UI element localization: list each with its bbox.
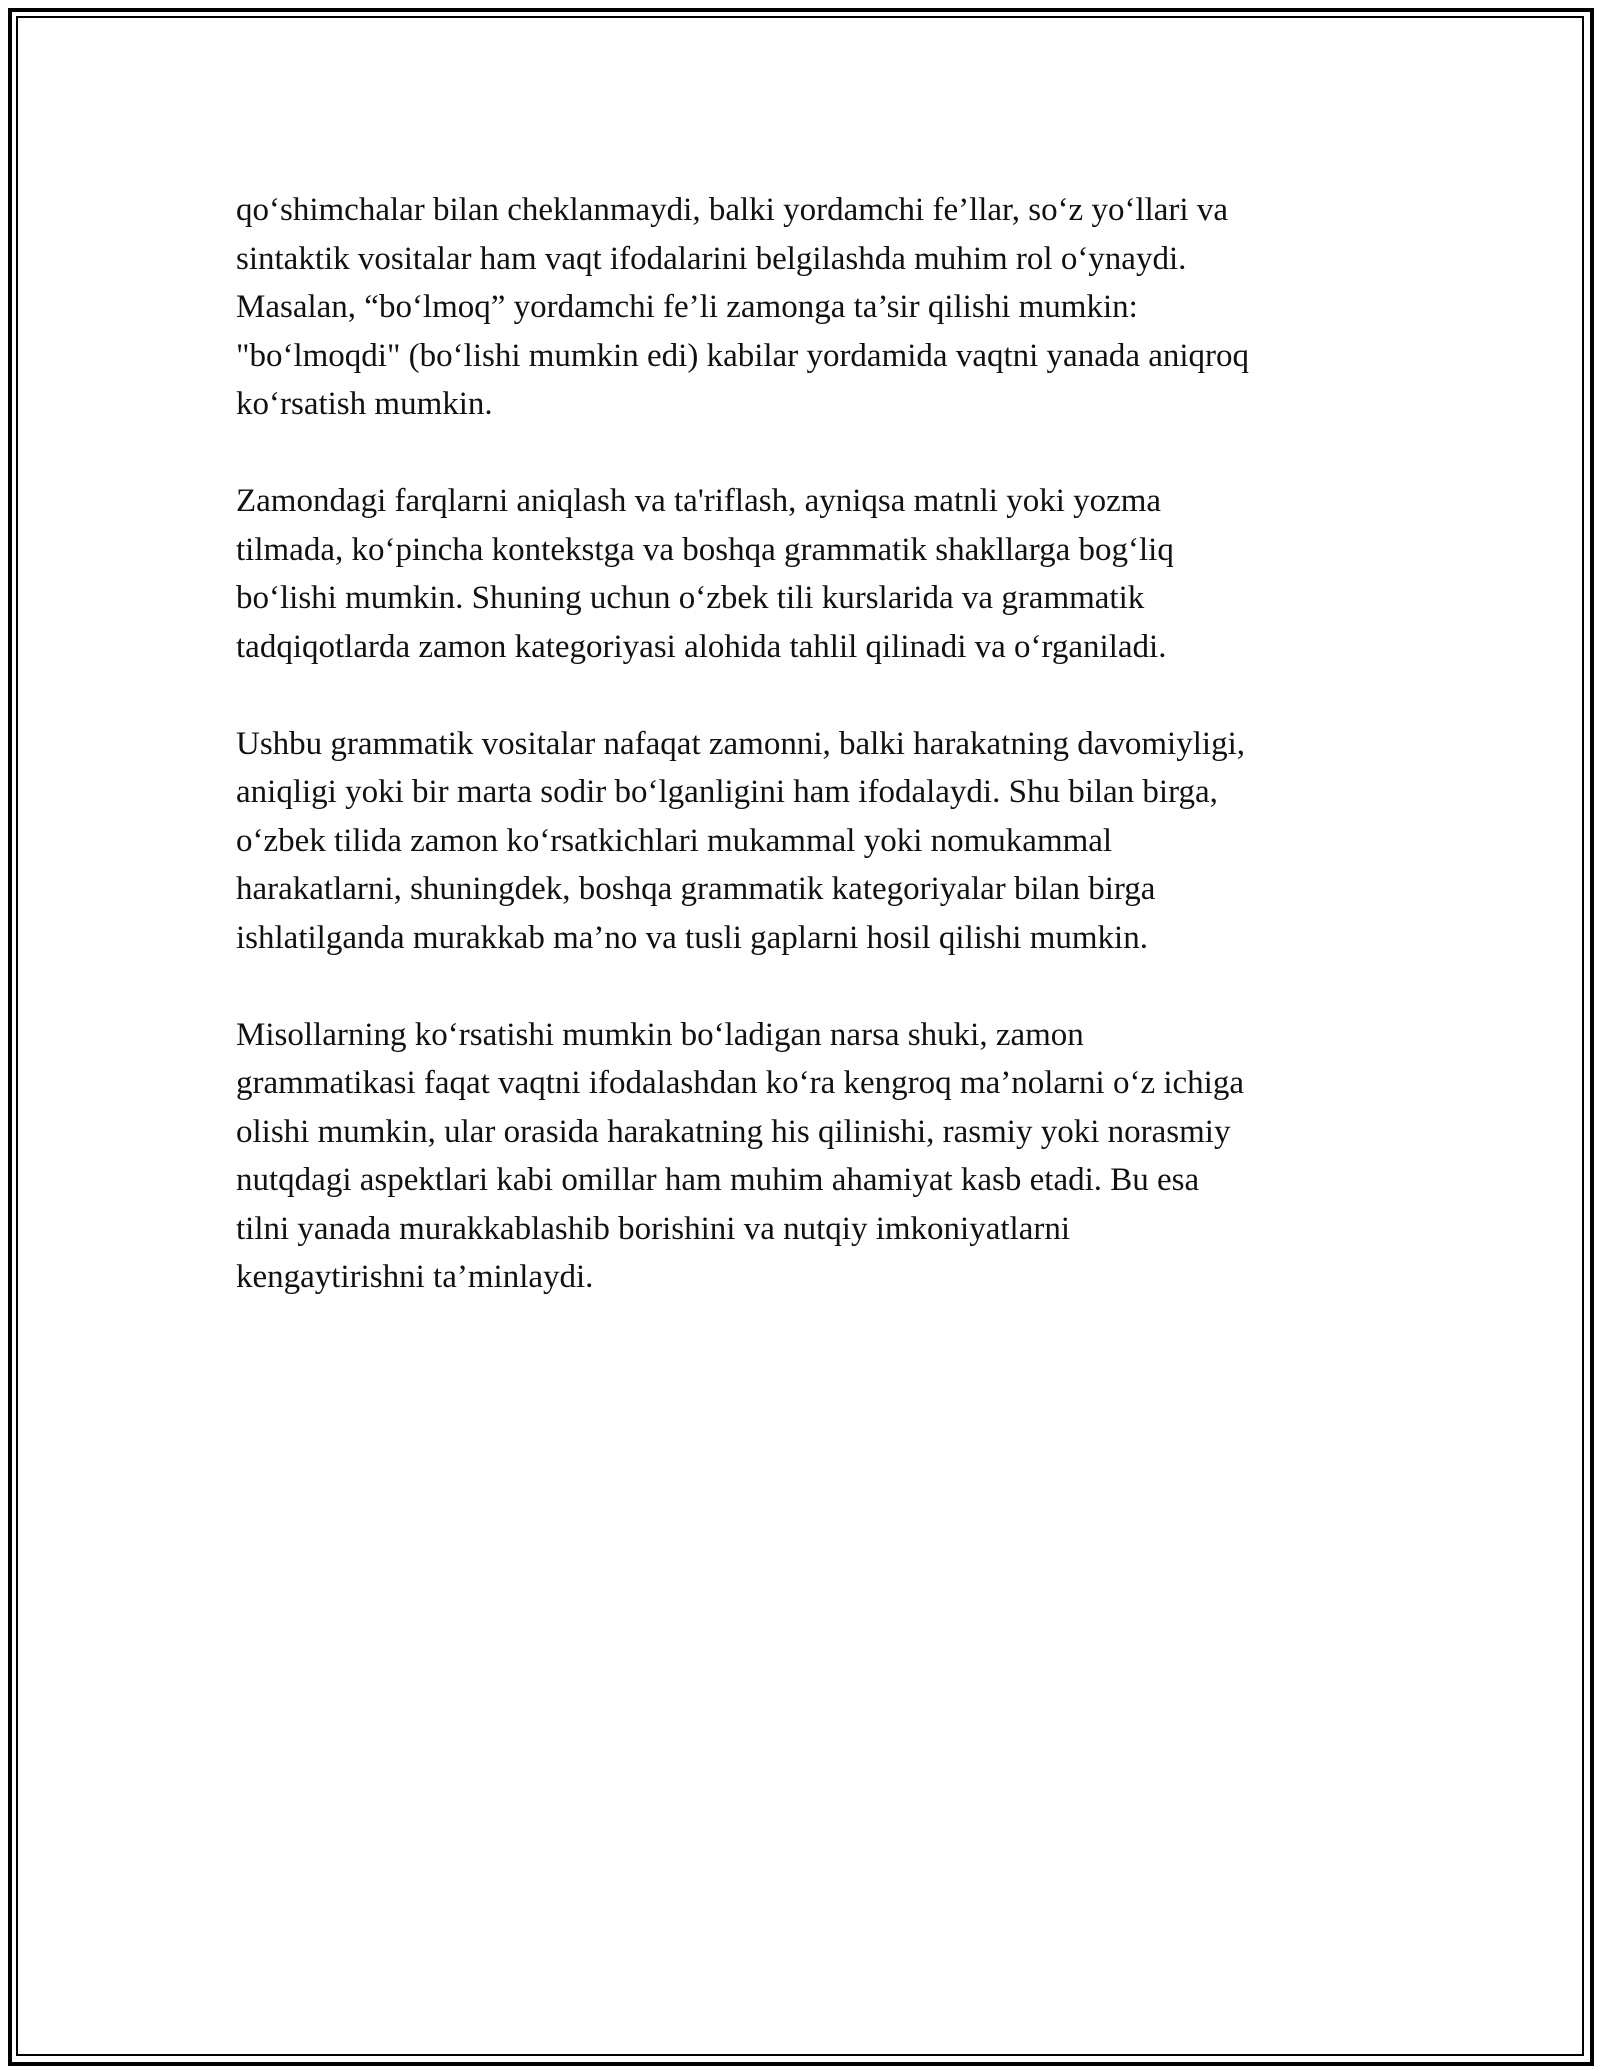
text-line: tadqiqotlarda zamon kategoriyasi alohida tahlil qilinadi va o‘rganiladi. [236,628,1167,665]
text-line: grammatikasi faqat vaqtni ifodalashdan ko‘ra kengroq ma’nolarni o‘z ichiga [236,1065,1244,1101]
text-line: tilmada, ko‘pincha kontekstga va boshqa grammatik shakllarga bog‘liq [236,531,1174,568]
text-line: o‘zbek tilida zamon ko‘rsatkichlari mukammal yoki nomukammal [236,822,1113,859]
text-line: aniqligi yoki bir marta sodir bo‘lganligini ham ifodalaydi. Shu bilan birga, [236,774,1218,810]
text-line: Misollarning ko‘rsatishi mumkin bo‘ladigan narsa shuki, zamon [236,1016,1084,1053]
paragraph-4 [236,1011,1386,1302]
text-line: Zamondagi farqlarni aniqlash va ta'riflash, ayniqsa matnli yoki yozma [236,483,1162,519]
text-line: ko‘rsatish mumkin. [236,386,493,422]
text-line: Ushbu grammatik vositalar nafaqat zamonni, balki harakatning davomiyligi, [236,725,1245,762]
paragraph-1 [236,186,1386,429]
text-line: tilni yanada murakkablashib borishini va nutqiy imkoniyatlarni [236,1210,1071,1247]
text-line: Masalan, “bo‘lmoq” yordamchi fe’li zamonga ta’sir qilishi mumkin: [236,289,1138,325]
text-line: sintaktik vositalar ham vaqt ifodalarini belgilashda muhim rol o‘ynaydi. [236,240,1187,277]
text-line: olishi mumkin, ular orasida harakatning his qilinishi, rasmiy yoki norasmiy [236,1113,1231,1150]
document-body [236,186,1386,1350]
paragraph-2 [236,477,1386,671]
text-line: ishlatilganda murakkab ma’no va tusli gaplarni hosil qilishi mumkin. [236,919,1148,956]
text-line: nutqdagi aspektlari kabi omillar ham muhim ahamiyat kasb etadi. Bu esa [236,1162,1200,1198]
text-line: "bo‘lmoqdi" (bo‘lishi mumkin edi) kabilar yordamida vaqtni yanada aniqroq [236,337,1250,374]
text-line: bo‘lishi mumkin. Shuning uchun o‘zbek tili kurslarida va grammatik [236,580,1145,616]
text-line: kengaytirishni ta’minlaydi. [236,1259,594,1295]
text-line: qo‘shimchalar bilan cheklanmaydi, balki yordamchi fe’llar, so‘z yo‘llari va [236,192,1228,228]
paragraph-3 [236,720,1386,963]
text-line: harakatlarni, shuningdek, boshqa grammatik kategoriyalar bilan birga [236,871,1156,907]
